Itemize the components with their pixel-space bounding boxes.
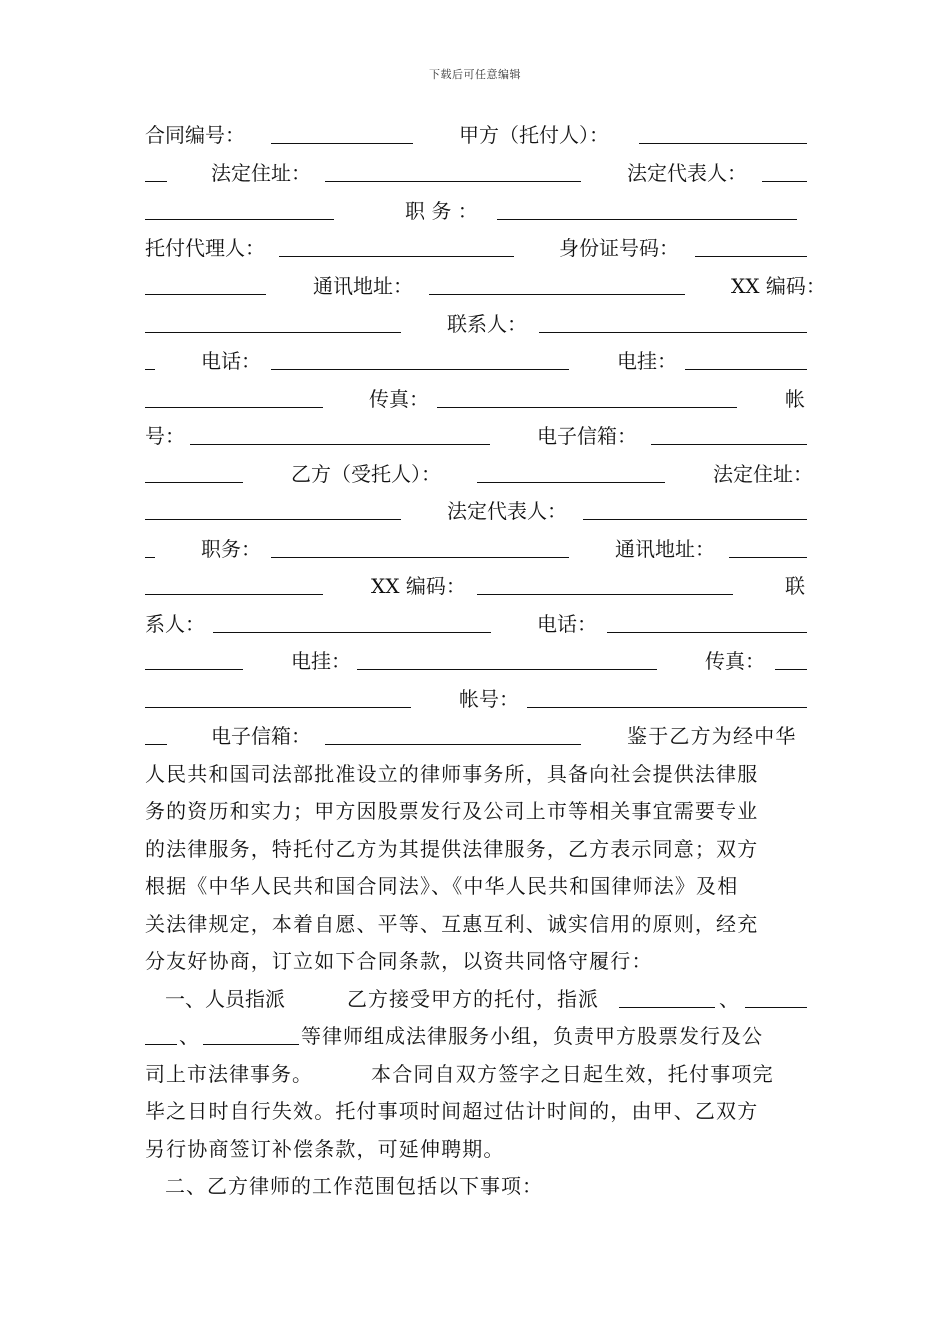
recital-start: 鉴于乙方为经中华 [627,724,797,748]
form-line [145,684,810,714]
a-account-blank[interactable] [190,421,490,445]
a-account-label: 帐 [785,387,805,411]
recital-line: 务的资历和实力；甲方因股票发行及公司上市等相关事宜需要专业 [145,799,759,823]
a-hangup-blank-cont[interactable] [145,384,323,408]
a-account-label-cont: 号： [145,424,185,448]
b-phone-blank[interactable] [607,609,807,633]
b-postcode-label: XX 编码： [371,574,466,598]
a-legal-rep-blank[interactable] [762,158,807,182]
form-line [145,120,810,150]
b-phone-label: 电话： [537,612,597,636]
a-contact-blank-cont[interactable] [145,346,155,370]
party-a-blank[interactable] [639,120,807,144]
b-mail-address-blank-cont[interactable] [145,571,323,595]
recital-line: 分友好协商，订立如下合同条款，以资共同恪守履行： [145,949,653,973]
a-mail-address-blank[interactable] [429,271,685,295]
b-fax-blank-cont[interactable] [145,684,411,708]
a-postcode-label: XX 编码： [731,274,826,298]
a-hangup-label: 电挂： [617,349,677,373]
b-contact-label: 联 [785,574,805,598]
section2-title: 二、乙方律师的工作范围包括以下事项： [165,1174,543,1198]
contract-no-label: 合同编号： [145,123,245,147]
a-position-blank[interactable] [497,196,797,220]
b-legal-address-label: 法定住址： [713,462,813,486]
recital-line: 根据《中华人民共和国合同法》、《中华人民共和国律师法》及相 [145,874,739,898]
form-line [145,534,810,564]
b-email-label: 电子信箱： [211,724,311,748]
section1-line3-a: 司上市法律事务。 [145,1062,313,1086]
a-id-no-blank[interactable] [695,233,807,257]
b-phone-blank-cont[interactable] [145,646,243,670]
a-fax-label: 传真： [369,387,429,411]
section1-line [145,1021,810,1051]
header-note: 下载后可任意编辑 [429,68,521,81]
a-email-blank-cont[interactable] [145,459,243,483]
a-agent-label: 托付代理人： [145,236,265,260]
form-line [145,309,810,339]
party-a-label: 甲方（托付人）： [459,123,609,147]
b-account-label: 帐号： [459,687,519,711]
section1-title: 一、人员指派 [165,987,285,1011]
a-fax-blank[interactable] [437,384,737,408]
section1-text-a: 乙方接受甲方的托付，指派 [347,987,599,1011]
b-legal-rep-blank-cont[interactable] [145,534,155,558]
contract-no-blank[interactable] [271,120,413,144]
form-line [145,196,810,226]
b-postcode-blank[interactable] [477,571,733,595]
b-account-blank[interactable] [527,684,807,708]
b-fax-label: 传真： [705,649,765,673]
form-line [145,496,810,526]
recital-line: 关法律规定，本着自愿、平等、互惠互利、诚实信用的原则，经充 [145,912,759,936]
a-postcode-blank[interactable] [145,309,401,333]
a-agent-blank[interactable] [279,233,514,257]
section1-line5: 另行协商签订补偿条款，可延伸聘期。 [145,1137,505,1161]
a-contact-blank[interactable] [539,309,807,333]
lawyer-2-blank[interactable] [745,984,807,1008]
form-line [145,271,826,301]
form-line [145,459,813,489]
lawyer-3-blank[interactable] [203,1021,299,1045]
b-contact-label-cont: 系人： [145,612,205,636]
section1-text-b: 等律师组成法律服务小组，负责甲方股票发行及公 [301,1024,763,1048]
form-line [145,384,810,414]
recital-line: 的法律服务，特托付乙方为其提供法律服务，乙方表示同意；双方 [145,837,759,861]
a-id-no-label: 身份证号码： [559,236,679,260]
section1-line4: 毕之日时自行失效。托付事项时间超过估计时间的，由甲、乙双方 [145,1099,759,1123]
form-line [145,421,810,451]
b-legal-rep-blank[interactable] [583,496,807,520]
b-hangup-blank[interactable] [357,646,657,670]
a-phone-label: 电话： [201,349,261,373]
section1-line [145,984,810,1014]
a-email-label: 电子信箱： [537,424,637,448]
a-legal-address-label: 法定住址： [211,161,311,185]
lawyer-2-blank-cont[interactable] [145,1021,177,1045]
form-line [145,571,810,601]
section1-sep1: 、 [719,987,739,1011]
b-position-blank[interactable] [271,534,569,558]
recital-line: 人民共和国司法部批准设立的律师事务所，具备向社会提供法律服 [145,762,759,786]
b-mail-address-blank[interactable] [729,534,807,558]
lawyer-1-blank[interactable] [619,984,715,1008]
a-hangup-blank[interactable] [685,346,807,370]
b-account-blank-cont[interactable] [145,721,167,745]
b-mail-address-label: 通讯地址： [615,537,715,561]
party-b-blank[interactable] [477,459,665,483]
a-legal-rep-blank-cont[interactable] [145,196,334,220]
b-fax-blank[interactable] [775,646,807,670]
form-line [145,721,810,751]
b-legal-rep-label: 法定代表人： [447,499,567,523]
b-hangup-label: 电挂： [291,649,351,673]
b-legal-address-blank[interactable] [145,496,401,520]
a-legal-rep-label: 法定代表人： [627,161,747,185]
a-email-blank[interactable] [651,421,807,445]
form-line [145,158,810,188]
a-legal-address-blank[interactable] [325,158,581,182]
party-b-label: 乙方（受托人）： [291,462,441,486]
a-id-no-blank-cont[interactable] [145,271,266,295]
b-position-label: 职务： [201,537,261,561]
a-phone-blank[interactable] [271,346,569,370]
b-email-blank[interactable] [325,721,581,745]
form-line [145,609,810,639]
party-a-blank-cont[interactable] [145,158,167,182]
a-position-label: 职 务 ： [405,199,478,223]
a-contact-label: 联系人： [447,312,527,336]
section1-line3-b: 本合同自双方签字之日起生效，托付事项完 [371,1062,774,1086]
section1-line [145,1059,810,1089]
form-line [145,346,810,376]
form-line [145,646,810,676]
section1-sep2: 、 [179,1024,199,1048]
a-mail-address-label: 通讯地址： [313,274,413,298]
b-contact-blank[interactable] [213,609,491,633]
form-line [145,233,810,263]
